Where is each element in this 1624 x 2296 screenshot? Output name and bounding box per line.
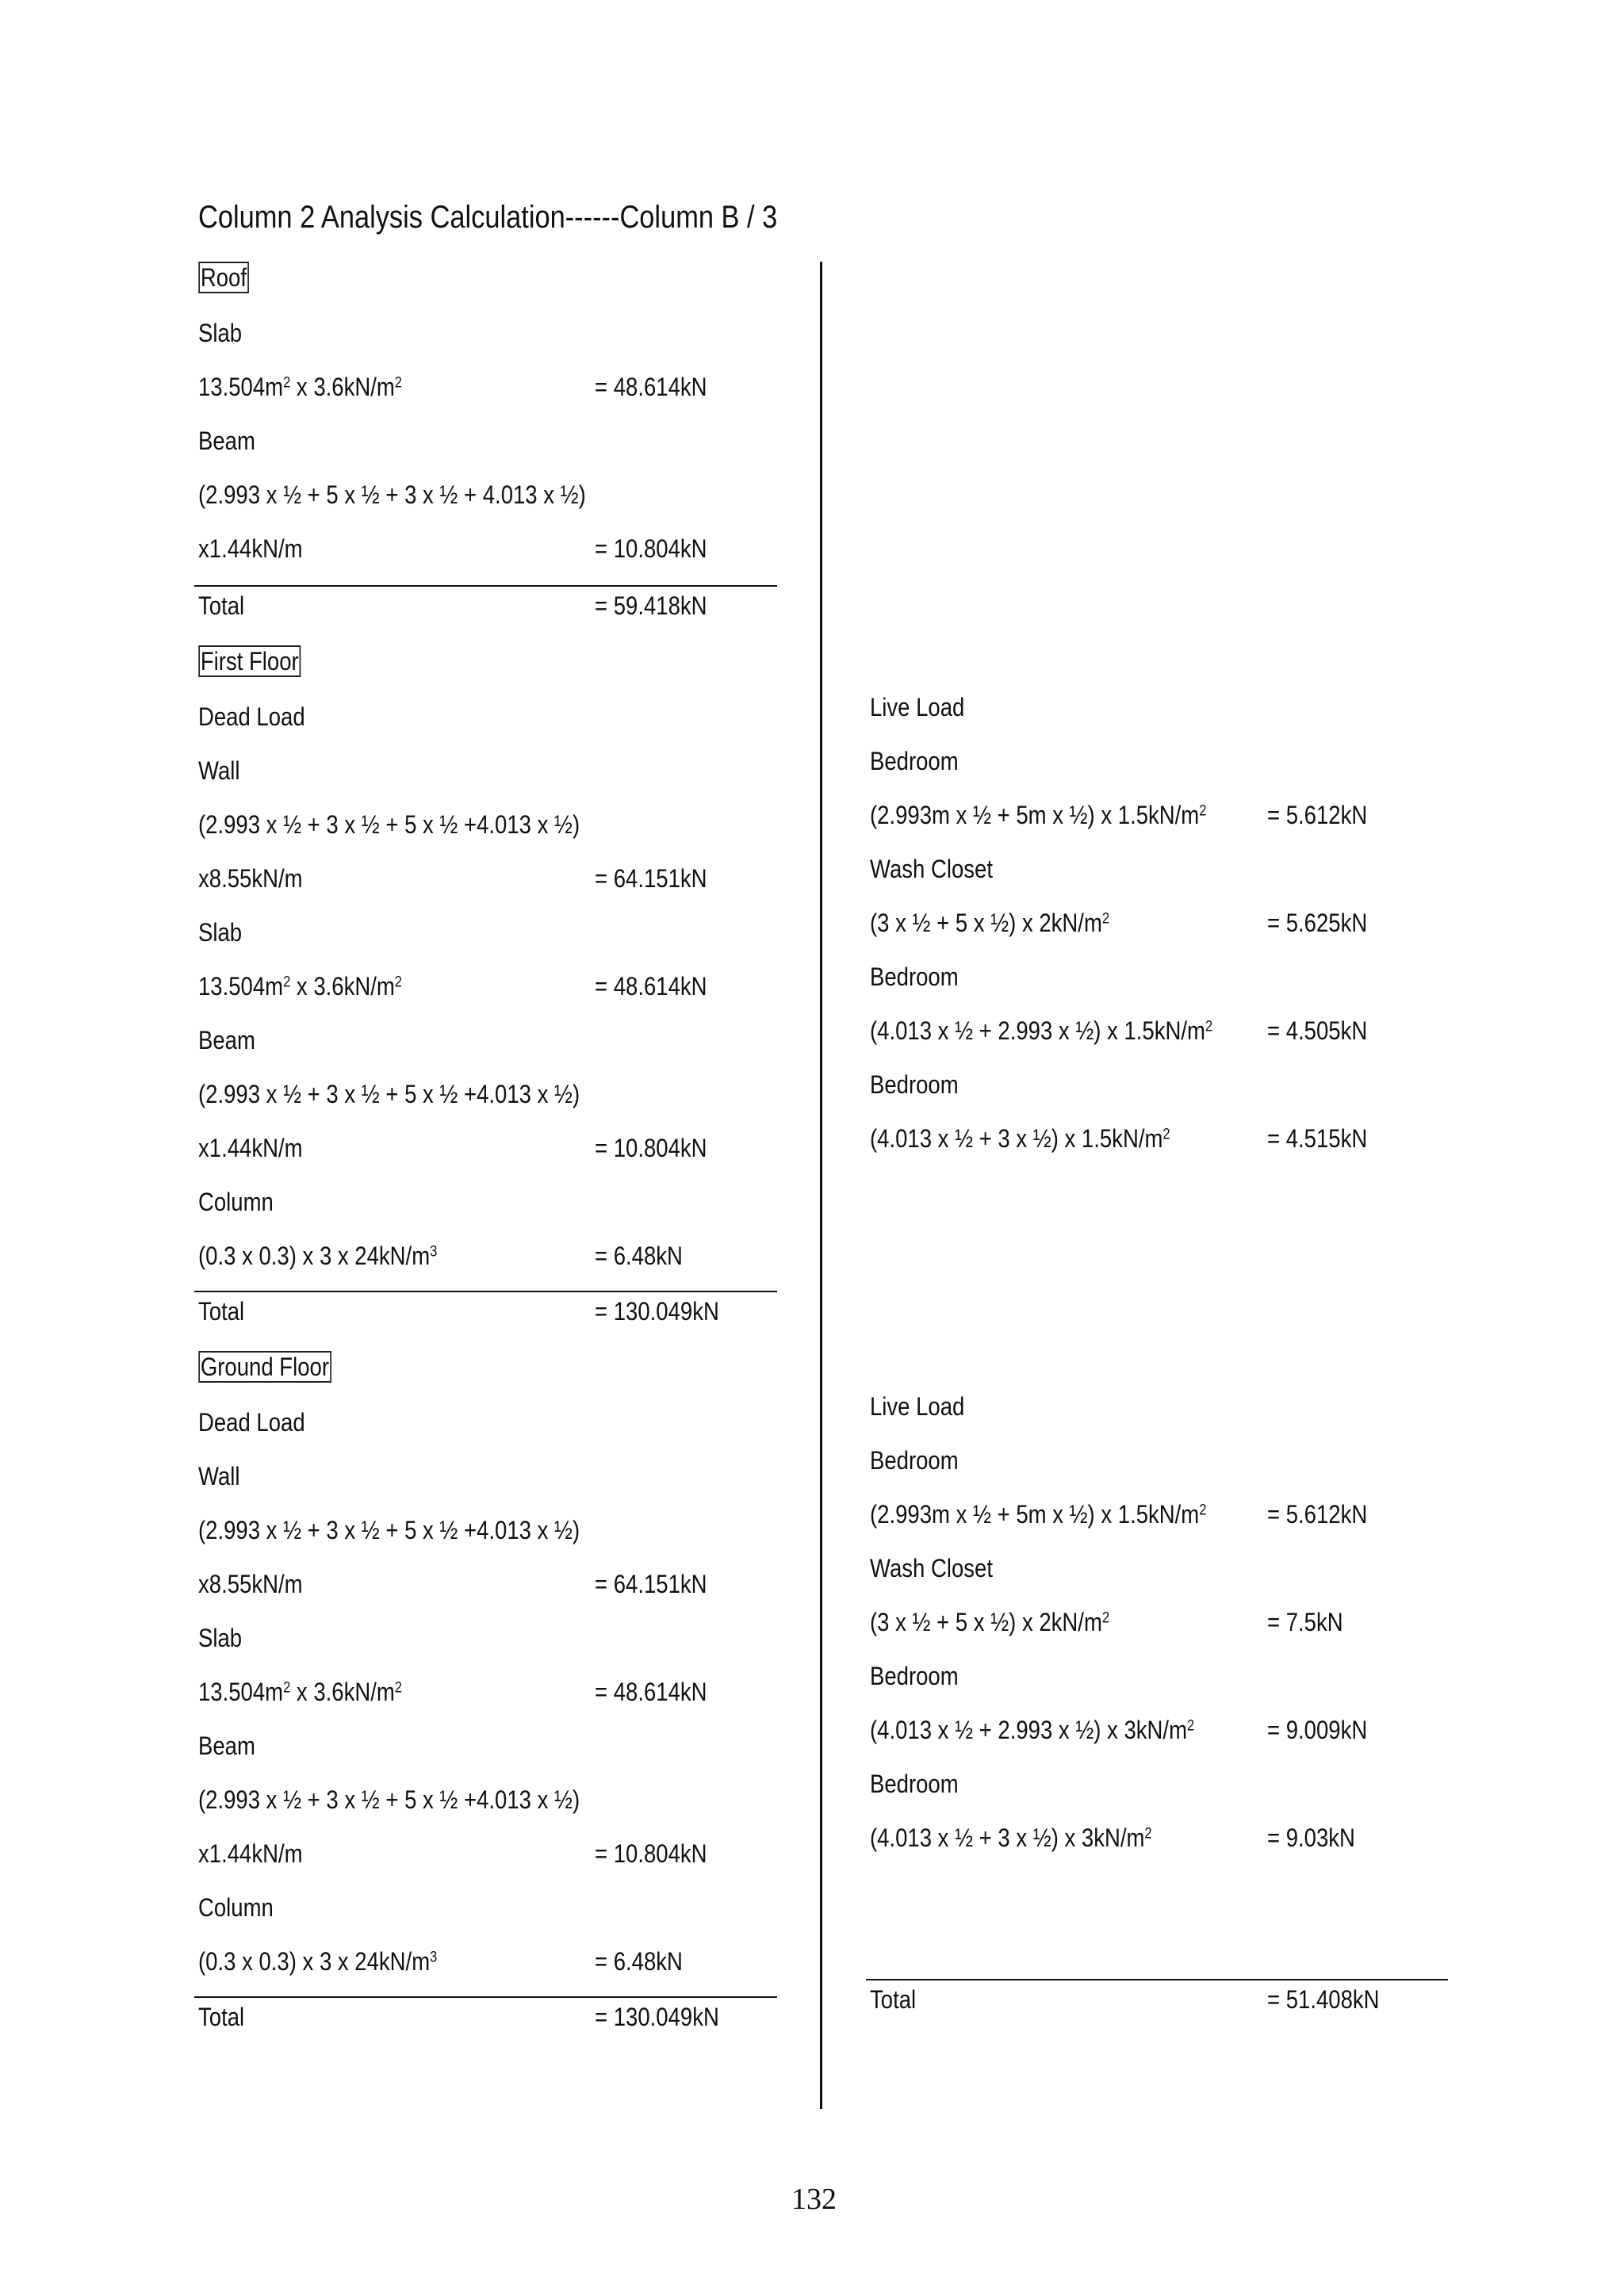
gf-wall-label: Wall	[198, 1462, 240, 1490]
ff-column-label: Column	[198, 1188, 274, 1216]
roof-beam-label: Beam	[198, 427, 255, 455]
ff-slab-value: = 48.614kN	[595, 972, 707, 1001]
gf-bedroom2-value: = 9.009kN	[1267, 1716, 1368, 1744]
ff-beam-calc2: x1.44kN/m	[198, 1134, 303, 1162]
gf-beam-label: Beam	[198, 1732, 255, 1760]
gf-beam-calc2: x1.44kN/m	[198, 1839, 303, 1868]
roof-slab-calc: $13.504m^2$ x $3.6kN/m^2$	[198, 373, 402, 401]
ff-wash-label: Wash Closet	[870, 855, 993, 883]
ff-slab-label: Slab	[198, 918, 243, 947]
roof-total-value: = 59.418kN	[595, 591, 707, 620]
ff-slab-calc: $13.504m^2$ x $3.6kN/m^2$	[198, 972, 402, 1001]
gf-column-value: = 6.48kN	[595, 1947, 683, 1976]
ff-total-label: Total	[198, 1297, 245, 1326]
gf-dead-load-label: Dead Load	[198, 1408, 305, 1437]
roof-beam-value: = 10.804kN	[595, 534, 707, 563]
ff-bedroom3-calc: (4.013 x ½ + 3 x ½) x $1.5kN/m^2$	[870, 1124, 1170, 1153]
roof-beam-calc2: x1.44kN/m	[198, 534, 303, 563]
ff-wall-label: Wall	[198, 756, 240, 785]
gf-bedroom3-calc: (4.013 x ½ + 3 x ½) x $3kN/m^2$	[870, 1823, 1152, 1852]
gf-column-label: Column	[198, 1893, 274, 1922]
roof-slab-label: Slab	[198, 319, 243, 347]
gf-live-total-rule	[866, 1979, 1448, 1980]
first-floor-heading-label: First Floor	[200, 647, 299, 675]
ff-bedroom2-calc: (4.013 x ½ + 2.993 x ½) x $1.5kN/m^2$	[870, 1016, 1213, 1045]
gf-slab-value: = 48.614kN	[595, 1678, 707, 1706]
gf-slab-calc: $13.504m^2$ x $3.6kN/m^2$	[198, 1678, 402, 1706]
ff-column-value: = 6.48kN	[595, 1242, 683, 1270]
gf-bedroom1-calc: (2.993m x ½ + 5m x ½) x $1.5kN/m^2$	[870, 1500, 1207, 1529]
ff-bedroom3-label: Bedroom	[870, 1070, 959, 1099]
gf-total-value: = 130.049kN	[595, 2003, 719, 2031]
page-number: 132	[791, 2183, 837, 2216]
ff-live-load-label: Live Load	[870, 693, 965, 721]
roof-total-rule	[194, 585, 777, 587]
ff-wall-calc1: (2.993 x ½ + 3 x ½ + 5 x ½ +4.013 x ½)	[198, 810, 580, 839]
ff-bedroom3-value: = 4.515kN	[1267, 1124, 1368, 1153]
page-title: Column 2 Analysis Calculation------Column B / 3	[198, 200, 778, 235]
ground-floor-heading-label: Ground Floor	[200, 1353, 329, 1381]
gf-live-total-label: Total	[870, 1985, 917, 2014]
gf-bedroom1-label: Bedroom	[870, 1446, 959, 1475]
gf-column-calc: (0.3 x 0.3) x 3 x $24kN/m^3$	[198, 1947, 438, 1976]
roof-heading-label: Roof	[200, 263, 247, 292]
gf-total-label: Total	[198, 2003, 245, 2031]
gf-beam-value: = 10.804kN	[595, 1839, 707, 1868]
gf-wall-calc2: x8.55kN/m	[198, 1570, 303, 1598]
ff-bedroom2-value: = 4.505kN	[1267, 1016, 1368, 1045]
gf-bedroom2-calc: (4.013 x ½ + 2.993 x ½) x $3kN/m^2$	[870, 1716, 1195, 1744]
ff-dead-load-label: Dead Load	[198, 702, 305, 731]
ff-wall-calc2: x8.55kN/m	[198, 864, 303, 893]
ff-wall-value: = 64.151kN	[595, 864, 707, 893]
roof-slab-value: = 48.614kN	[595, 373, 707, 401]
gf-bedroom2-label: Bedroom	[870, 1662, 959, 1690]
gf-wash-value: = 7.5kN	[1267, 1608, 1343, 1636]
gf-bedroom1-value: = 5.612kN	[1267, 1500, 1368, 1529]
gf-live-total-value: = 51.408kN	[1267, 1985, 1380, 2014]
gf-wall-calc1: (2.993 x ½ + 3 x ½ + 5 x ½ +4.013 x ½)	[198, 1516, 580, 1544]
roof-total-label: Total	[198, 591, 245, 620]
ff-bedroom1-value: = 5.612kN	[1267, 801, 1368, 829]
roof-heading	[200, 262, 247, 293]
ground-floor-heading	[200, 1351, 330, 1383]
gf-wash-label: Wash Closet	[870, 1554, 993, 1582]
gf-live-load-label: Live Load	[870, 1392, 965, 1421]
ff-wash-value: = 5.625kN	[1267, 909, 1368, 937]
ff-bedroom1-label: Bedroom	[870, 747, 959, 775]
ff-bedroom2-label: Bedroom	[870, 962, 959, 991]
ff-total-rule	[194, 1291, 777, 1292]
ff-beam-value: = 10.804kN	[595, 1134, 707, 1162]
gf-slab-label: Slab	[198, 1624, 243, 1652]
gf-total-rule	[194, 1996, 777, 1998]
gf-wash-calc: (3 x ½ + 5 x ½) x $2kN/m^2$	[870, 1608, 1110, 1636]
ff-beam-label: Beam	[198, 1026, 255, 1054]
ff-total-value: = 130.049kN	[595, 1297, 719, 1326]
ff-beam-calc1: (2.993 x ½ + 3 x ½ + 5 x ½ +4.013 x ½)	[198, 1080, 580, 1108]
gf-bedroom3-label: Bedroom	[870, 1770, 959, 1798]
roof-beam-calc1: (2.993 x ½ + 5 x ½ + 3 x ½ + 4.013 x ½)	[198, 480, 586, 509]
ff-wash-calc: (3 x ½ + 5 x ½) x $2kN/m^2$	[870, 909, 1110, 937]
ff-column-calc: (0.3 x 0.3) x 3 x $24kN/m^3$	[198, 1242, 438, 1270]
column-divider	[820, 262, 822, 2109]
ff-bedroom1-calc: (2.993m x ½ + 5m x ½) x $1.5kN/m^2$	[870, 801, 1207, 829]
first-floor-heading	[200, 645, 300, 677]
gf-beam-calc1: (2.993 x ½ + 3 x ½ + 5 x ½ +4.013 x ½)	[198, 1785, 580, 1814]
gf-wall-value: = 64.151kN	[595, 1570, 707, 1598]
gf-bedroom3-value: = 9.03kN	[1267, 1823, 1355, 1852]
